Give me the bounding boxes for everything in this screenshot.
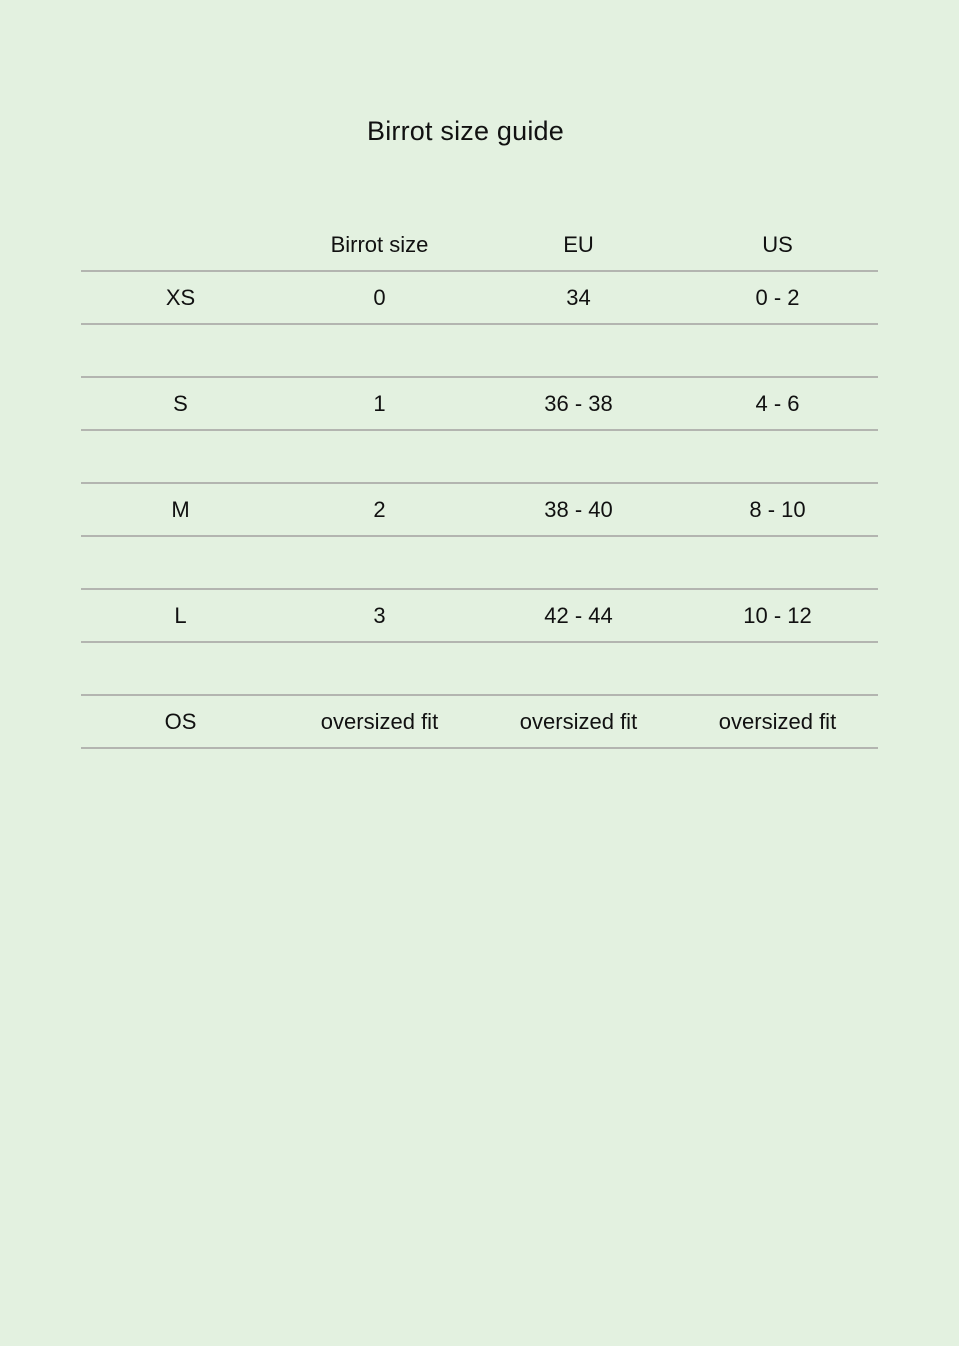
- us-size: 10 - 12: [743, 602, 812, 628]
- header-eu: EU: [563, 232, 594, 257]
- birrot-size: 1: [373, 390, 386, 416]
- table-row: [81, 378, 878, 431]
- birrot-size: oversized fit: [320, 708, 439, 734]
- size-label: S: [173, 390, 188, 416]
- birrot-size: 2: [373, 496, 386, 522]
- table-row: [81, 696, 878, 749]
- size-label: M: [171, 496, 190, 522]
- size-label: L: [174, 602, 187, 628]
- size-label: OS: [164, 708, 197, 734]
- header-us: US: [762, 232, 793, 257]
- row-spacer: [81, 643, 878, 696]
- eu-size: 36 - 38: [544, 390, 613, 416]
- birrot-size: 3: [373, 602, 386, 628]
- eu-size: 38 - 40: [544, 496, 613, 522]
- us-size: 0 - 2: [755, 284, 800, 310]
- us-size: oversized fit: [718, 708, 837, 734]
- row-spacer: [81, 431, 878, 484]
- size-label: XS: [165, 284, 196, 310]
- header-birrot-size: Birrot size: [330, 232, 429, 257]
- eu-size: 42 - 44: [544, 602, 613, 628]
- table-header: [81, 220, 878, 272]
- page-title: Birrot size guide: [367, 116, 564, 146]
- row-spacer: [81, 325, 878, 378]
- table-row: [81, 590, 878, 643]
- size-guide-table: [81, 220, 878, 749]
- table-row: [81, 484, 878, 537]
- us-size: 4 - 6: [755, 390, 800, 416]
- birrot-size: 0: [373, 284, 386, 310]
- eu-size: oversized fit: [519, 708, 638, 734]
- eu-size: 34: [566, 284, 591, 310]
- table-row: [81, 272, 878, 325]
- us-size: 8 - 10: [749, 496, 806, 522]
- row-spacer: [81, 537, 878, 590]
